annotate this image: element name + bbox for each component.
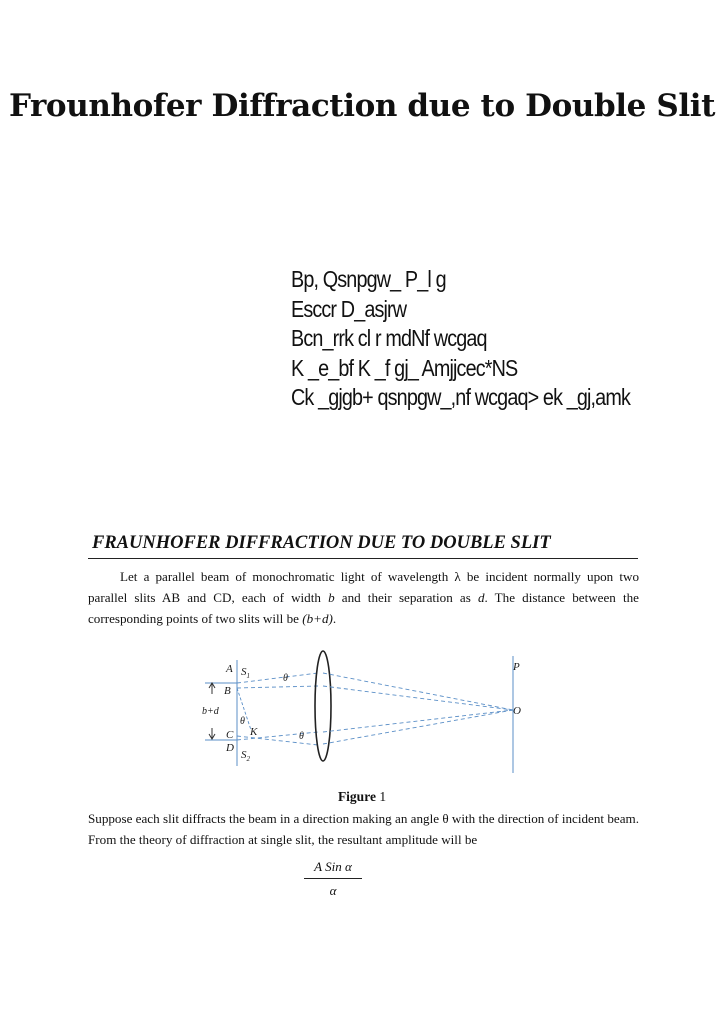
focused-ray-1 bbox=[323, 673, 513, 710]
label-A: A bbox=[226, 663, 233, 675]
intro-end: . bbox=[332, 611, 337, 626]
garbled-line: Bcn_rrk cl r mdNf wcgaq bbox=[291, 325, 487, 351]
garbled-line: Ck _gjgb+ qsnpgw_,nf wcgaq> ek _gj,amk bbox=[291, 384, 630, 410]
garbled-text-block bbox=[291, 265, 630, 413]
figure-caption-number: 1 bbox=[379, 789, 387, 804]
label-S1: $S_1$ bbox=[241, 666, 250, 680]
label-B: B bbox=[224, 685, 231, 697]
formula-denominator: α bbox=[329, 883, 337, 898]
intro-tail: . The distance between the corresponding points of two slits will be bbox=[88, 590, 639, 626]
document-title: Frounhofer Diffraction due to Double Slit bbox=[8, 88, 716, 124]
garbled-line: Esccr D_asjrw bbox=[291, 295, 407, 322]
var-sum: (b+d) bbox=[302, 611, 333, 626]
formula-numerator: A Sin α bbox=[314, 859, 352, 874]
var-d: d bbox=[477, 590, 485, 605]
label-O: O bbox=[513, 705, 521, 717]
figure-caption bbox=[0, 789, 724, 805]
intro-paragraph bbox=[88, 566, 639, 629]
amplitude-formula bbox=[300, 859, 366, 899]
intro-mid: and their separation as bbox=[334, 590, 478, 605]
section-heading: FRAUNHOFER DIFFRACTION DUE TO DOUBLE SLIT bbox=[92, 533, 551, 553]
label-D: D bbox=[226, 742, 234, 754]
label-K: K bbox=[250, 726, 258, 738]
label-theta-3: θ bbox=[299, 731, 304, 742]
convex-lens bbox=[315, 651, 331, 761]
diffracted-ray-upper-2 bbox=[237, 686, 318, 688]
label-S2: $S_2$ bbox=[241, 749, 250, 763]
label-b-plus-d: b+d bbox=[202, 706, 219, 717]
var-b: b bbox=[328, 590, 335, 605]
focused-ray-4 bbox=[323, 710, 513, 732]
focused-ray-3 bbox=[323, 686, 513, 710]
intro-text: Let a parallel beam of monochromatic light of wavelength λ be incident normally upon two parallel slits AB and CD, each of width bbox=[88, 569, 639, 605]
garbled-line: Bp, Qsnpgw_ P_l g bbox=[291, 266, 446, 292]
figure-caption-label: Figure bbox=[337, 789, 376, 804]
section-divider bbox=[88, 558, 638, 559]
double-slit-diagram bbox=[195, 648, 535, 778]
label-P: P bbox=[513, 661, 520, 673]
garbled-line: K _e_bf K _f gj_ Amjjcec*NS bbox=[291, 354, 518, 381]
focused-ray-2 bbox=[323, 710, 513, 744]
label-theta-2: θ bbox=[240, 716, 245, 727]
label-theta-1: θ bbox=[283, 673, 288, 684]
body-paragraph: Suppose each slit diffracts the beam in a direction making an angle θ with the direction of incident beam. From the theory of diffraction at single slit, the resultant amplitude will be bbox=[88, 811, 639, 847]
label-C: C bbox=[226, 729, 234, 741]
